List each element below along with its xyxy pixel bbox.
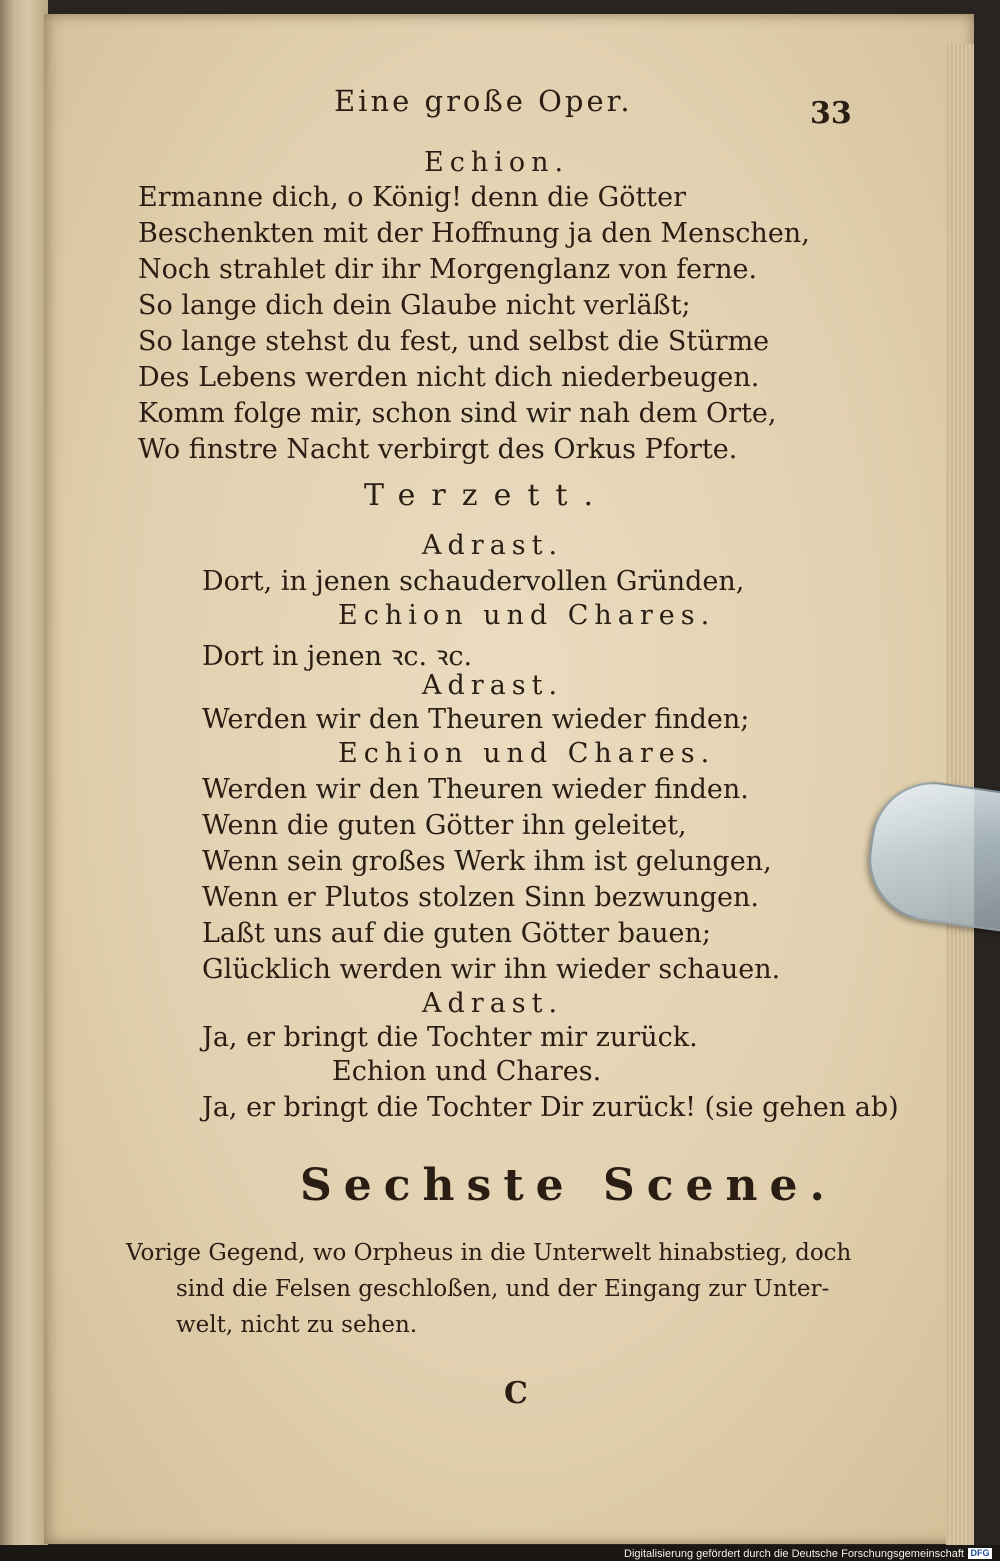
speech-line: Wo finstre Nacht verbirgt des Orkus Pforte. [138, 434, 738, 465]
verse-line: Dort in jenen ꝛc. ꝛc. [202, 641, 473, 672]
signature-mark: C [504, 1376, 528, 1411]
speaker-name: Adrast. [422, 988, 564, 1019]
scene-heading: Sechste Scene. [300, 1160, 837, 1211]
verse-line: Ja, er bringt die Tochter mir zurück. [202, 1022, 698, 1053]
speaker-name: Echion. [424, 147, 570, 178]
speech-line: So lange stehst du fest, und selbst die Stürme [138, 326, 770, 357]
stage-direction: Vorige Gegend, wo Orpheus in die Unterwelt hinabstieg, doch [126, 1240, 852, 1266]
dfg-logo: DFG [968, 1548, 992, 1559]
running-title: Eine große Oper. [334, 84, 633, 118]
facing-page-edge [0, 0, 48, 1545]
verse-line: Dort, in jenen schaudervollen Gründen, [202, 566, 745, 597]
speech-line: Des Lebens werden nicht dich niederbeugen. [138, 362, 760, 393]
digitization-credit: Digitalisierung gefördert durch die Deutsche Forschungsgemeinschaft [624, 1548, 964, 1560]
speaker-name: Echion und Chares. [338, 600, 716, 631]
speaker-name: Echion und Chares. [332, 1056, 602, 1087]
stage-direction: sind die Felsen geschloßen, und der Eingang zur Unter- [176, 1276, 830, 1302]
speaker-name: Adrast. [422, 530, 564, 561]
verse-line: Glücklich werden wir ihn wieder schauen. [202, 954, 781, 985]
speaker-name: Adrast. [422, 670, 564, 701]
speech-line: Beschenkten mit der Hoffnung ja den Menschen, [138, 218, 810, 249]
verse-line: Wenn sein großes Werk ihm ist gelungen, [202, 846, 772, 877]
speaker-name: Echion und Chares. [338, 738, 716, 769]
verse-line: Laßt uns auf die guten Götter bauen; [202, 918, 711, 949]
verse-line: Wenn er Plutos stolzen Sinn bezwungen. [202, 882, 759, 913]
speech-line: So lange dich dein Glaube nicht verläßt; [138, 290, 691, 321]
speech-line: Ermanne dich, o König! denn die Götter [138, 182, 687, 213]
speech-line: Komm folge mir, schon sind wir nah dem Orte, [138, 398, 777, 429]
verse-line: Werden wir den Theuren wieder finden. [202, 774, 749, 805]
book-page [44, 14, 974, 1544]
verse-line: Ja, er bringt die Tochter Dir zurück! (sie gehen ab) [202, 1092, 899, 1123]
verse-line: Wenn die guten Götter ihn geleitet, [202, 810, 687, 841]
verse-line: Werden wir den Theuren wieder finden; [202, 704, 750, 735]
footer-bar [0, 1545, 1000, 1561]
section-heading: Terzett. [364, 478, 609, 513]
page-number: 33 [810, 96, 852, 131]
stage-direction: welt, nicht zu sehen. [176, 1312, 418, 1338]
speech-line: Noch strahlet dir ihr Morgenglanz von ferne. [138, 254, 758, 285]
